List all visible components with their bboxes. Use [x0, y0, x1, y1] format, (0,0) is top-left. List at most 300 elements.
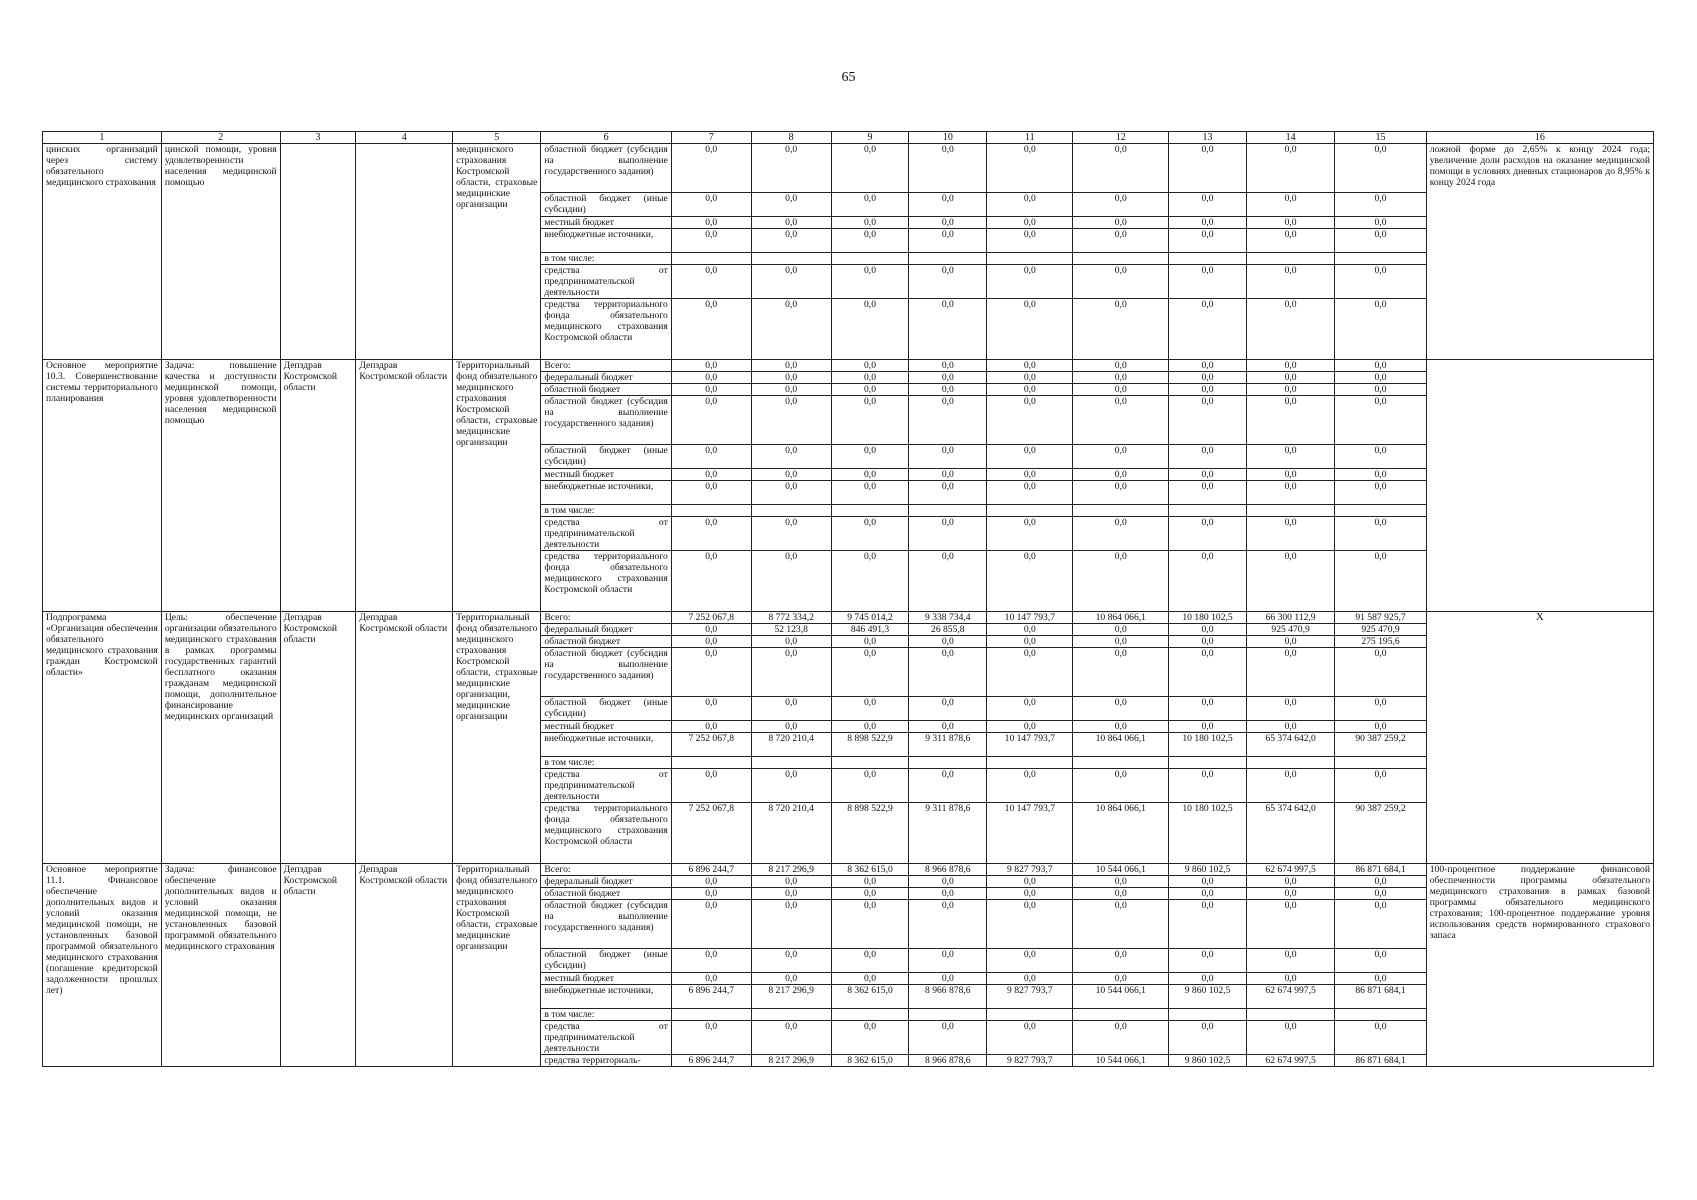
value-cell: 0,0	[1169, 900, 1247, 949]
value-cell: 0,0	[751, 384, 831, 396]
value-cell: 0,0	[1073, 888, 1169, 900]
value-cell: 0,0	[1169, 769, 1247, 803]
value-cell: 10 544 066,1	[1073, 1055, 1169, 1067]
value-cell: 0,0	[1335, 229, 1426, 253]
value-cell: 0,0	[671, 372, 751, 384]
value-cell: 10 180 102,5	[1169, 612, 1247, 624]
value-cell: 0,0	[671, 876, 751, 888]
value-cell: 0,0	[1073, 229, 1169, 253]
value-cell: 66 300 112,9	[1246, 612, 1334, 624]
value-cell: 8 966 878,6	[909, 864, 987, 876]
value-cell	[1073, 505, 1169, 517]
value-cell: 0,0	[1246, 396, 1334, 445]
value-cell: 0,0	[909, 721, 987, 733]
column-number: 8	[751, 132, 831, 144]
value-cell: 0,0	[1246, 949, 1334, 973]
value-cell: 8 898 522,9	[831, 733, 909, 757]
value-cell: 0,0	[987, 517, 1073, 551]
table-row	[43, 612, 1654, 624]
value-cell: 0,0	[751, 949, 831, 973]
value-cell: 8 966 878,6	[909, 1055, 987, 1067]
value-cell: 0,0	[987, 949, 1073, 973]
value-cell: 0,0	[1335, 360, 1426, 372]
value-cell	[671, 505, 751, 517]
value-cell: 0,0	[831, 1021, 909, 1055]
value-cell: 0,0	[987, 1021, 1073, 1055]
value-cell: 0,0	[987, 973, 1073, 985]
value-cell: 0,0	[987, 900, 1073, 949]
value-cell: 7 252 067,8	[671, 733, 751, 757]
value-cell: 0,0	[1246, 299, 1334, 360]
value-cell: 65 374 642,0	[1246, 733, 1334, 757]
value-cell: 86 871 684,1	[1335, 985, 1426, 1009]
value-cell	[909, 253, 987, 265]
value-cell	[671, 253, 751, 265]
value-cell: 0,0	[671, 648, 751, 697]
value-cell: 0,0	[831, 372, 909, 384]
value-cell: 0,0	[1169, 193, 1247, 217]
value-cell: 0,0	[909, 144, 987, 193]
value-cell: 0,0	[751, 144, 831, 193]
value-cell: 86 871 684,1	[1335, 1055, 1426, 1067]
value-cell: 846 491,3	[831, 624, 909, 636]
value-cell: 0,0	[1073, 721, 1169, 733]
value-cell: 0,0	[909, 551, 987, 612]
cell-c3	[280, 144, 356, 360]
cell-c2: Задача: повышение качества и доступности медицинской помощи, уровня удовлетворенности населения медицинской помощью	[161, 360, 280, 612]
value-cell	[1335, 757, 1426, 769]
value-cell: 0,0	[831, 360, 909, 372]
value-cell: 0,0	[751, 721, 831, 733]
value-cell: 10 544 066,1	[1073, 864, 1169, 876]
value-cell: 0,0	[1335, 396, 1426, 445]
value-cell: 0,0	[751, 551, 831, 612]
value-cell: 0,0	[1169, 876, 1247, 888]
value-cell: 0,0	[987, 144, 1073, 193]
value-cell: 0,0	[671, 384, 751, 396]
value-cell	[987, 1009, 1073, 1021]
value-cell: 0,0	[671, 469, 751, 481]
value-cell: 0,0	[1335, 1021, 1426, 1055]
value-cell: 0,0	[831, 636, 909, 648]
value-cell: 0,0	[1246, 372, 1334, 384]
source-label: областной бюджет	[541, 636, 671, 648]
value-cell: 0,0	[671, 229, 751, 253]
cell-c4	[356, 144, 453, 360]
source-label: в том числе:	[541, 253, 671, 265]
source-label: в том числе:	[541, 757, 671, 769]
value-cell: 7 252 067,8	[671, 612, 751, 624]
value-cell: 0,0	[831, 551, 909, 612]
value-cell: 0,0	[987, 396, 1073, 445]
value-cell: 0,0	[1073, 396, 1169, 445]
value-cell: 0,0	[987, 648, 1073, 697]
value-cell: 0,0	[831, 697, 909, 721]
value-cell: 0,0	[1073, 517, 1169, 551]
value-cell: 0,0	[751, 769, 831, 803]
value-cell: 0,0	[1073, 876, 1169, 888]
value-cell	[831, 757, 909, 769]
value-cell: 0,0	[671, 217, 751, 229]
value-cell: 0,0	[1073, 372, 1169, 384]
value-cell: 0,0	[909, 900, 987, 949]
source-label: средства от предпринимательской деятельности	[541, 1021, 671, 1055]
column-number: 6	[541, 132, 671, 144]
value-cell: 0,0	[1073, 1021, 1169, 1055]
value-cell: 0,0	[1335, 299, 1426, 360]
value-cell: 0,0	[1169, 372, 1247, 384]
value-cell: 0,0	[1169, 360, 1247, 372]
value-cell: 0,0	[831, 396, 909, 445]
value-cell: 0,0	[831, 445, 909, 469]
value-cell	[1246, 1009, 1334, 1021]
value-cell: 0,0	[1169, 551, 1247, 612]
value-cell: 0,0	[909, 396, 987, 445]
value-cell: 0,0	[1335, 481, 1426, 505]
value-cell: 0,0	[909, 648, 987, 697]
source-label: федеральный бюджет	[541, 624, 671, 636]
value-cell: 0,0	[1073, 973, 1169, 985]
value-cell: 62 674 997,5	[1246, 985, 1334, 1009]
value-cell: 0,0	[909, 876, 987, 888]
cell-c4: Депздрав Костромской области	[356, 612, 453, 864]
value-cell: 0,0	[987, 769, 1073, 803]
column-number: 13	[1169, 132, 1247, 144]
cell-c2: цинской помощи, уровня удовлетворенности населения медицинской помощью	[161, 144, 280, 360]
value-cell: 0,0	[1169, 384, 1247, 396]
value-cell: 0,0	[1246, 876, 1334, 888]
value-cell: 8 217 296,9	[751, 864, 831, 876]
value-cell: 52 123,8	[751, 624, 831, 636]
cell-c1: Подпрограмма «Организация обеспечения обязательного медицинского страхования граждан Костромской области»	[43, 612, 162, 864]
value-cell: 0,0	[987, 888, 1073, 900]
value-cell	[1246, 757, 1334, 769]
value-cell: 9 860 102,5	[1169, 1055, 1247, 1067]
value-cell: 0,0	[671, 396, 751, 445]
source-label: местный бюджет	[541, 973, 671, 985]
value-cell: 0,0	[671, 769, 751, 803]
value-cell: 10 147 793,7	[987, 803, 1073, 864]
column-number: 16	[1426, 132, 1653, 144]
value-cell: 0,0	[1169, 481, 1247, 505]
source-label: средства территориального фонда обязательного медицинского страхования Костромской области	[541, 299, 671, 360]
value-cell: 0,0	[1246, 973, 1334, 985]
value-cell: 9 860 102,5	[1169, 985, 1247, 1009]
value-cell: 0,0	[671, 1021, 751, 1055]
value-cell: 0,0	[1073, 648, 1169, 697]
column-number: 2	[161, 132, 280, 144]
budget-table	[42, 131, 1654, 1067]
value-cell: 0,0	[1073, 299, 1169, 360]
value-cell: 0,0	[831, 217, 909, 229]
value-cell: 0,0	[751, 697, 831, 721]
value-cell	[831, 505, 909, 517]
value-cell: 0,0	[671, 481, 751, 505]
value-cell: 9 745 014,2	[831, 612, 909, 624]
source-label: областной бюджет (иные субсидии)	[541, 949, 671, 973]
column-number: 12	[1073, 132, 1169, 144]
value-cell: 90 387 259,2	[1335, 803, 1426, 864]
source-label: областной бюджет (субсидия на выполнение государственного задания)	[541, 648, 671, 697]
page-number: 65	[841, 70, 856, 85]
value-cell: 0,0	[1246, 229, 1334, 253]
value-cell: 0,0	[1169, 973, 1247, 985]
value-cell	[751, 505, 831, 517]
value-cell: 0,0	[909, 888, 987, 900]
value-cell: 0,0	[987, 551, 1073, 612]
value-cell: 0,0	[1335, 888, 1426, 900]
cell-c2: Цель: обеспечение организации обязательного медицинского страхования в рамках программы государственных гарантий бесплатного оказания гражданам медицинской помощи, дополнительное финансирование медицинских организаций	[161, 612, 280, 864]
source-label: в том числе:	[541, 505, 671, 517]
value-cell: 8 898 522,9	[831, 803, 909, 864]
value-cell: 0,0	[1335, 949, 1426, 973]
value-cell: 0,0	[909, 469, 987, 481]
source-label: средства территориального фонда обязательного медицинского страхования Костромской области	[541, 803, 671, 864]
value-cell: 10 864 066,1	[1073, 803, 1169, 864]
value-cell: 0,0	[1246, 636, 1334, 648]
value-cell: 0,0	[1073, 193, 1169, 217]
source-label: средства от предпринимательской деятельности	[541, 517, 671, 551]
value-cell: 0,0	[1246, 469, 1334, 481]
value-cell: 26 855,8	[909, 624, 987, 636]
value-cell: 0,0	[1335, 384, 1426, 396]
value-cell	[909, 505, 987, 517]
value-cell	[909, 1009, 987, 1021]
value-cell: 90 387 259,2	[1335, 733, 1426, 757]
value-cell: 9 827 793,7	[987, 985, 1073, 1009]
value-cell	[909, 757, 987, 769]
source-label: Всего:	[541, 864, 671, 876]
value-cell: 0,0	[1335, 265, 1426, 299]
value-cell: 0,0	[831, 900, 909, 949]
source-label: федеральный бюджет	[541, 876, 671, 888]
value-cell: 0,0	[1073, 469, 1169, 481]
value-cell: 0,0	[1169, 265, 1247, 299]
value-cell: 0,0	[1169, 624, 1247, 636]
value-cell: 10 544 066,1	[1073, 985, 1169, 1009]
cell-c16: 100-процентное поддержание финансовой обеспеченности программы обязательного медицинского страхования в рамках базовой программы обязательного медицинского страхования; 100-процентное поддержание уровня использования средств нормированного страхового запаса	[1426, 864, 1653, 1067]
value-cell	[671, 1009, 751, 1021]
value-cell: 6 896 244,7	[671, 985, 751, 1009]
column-number: 4	[356, 132, 453, 144]
value-cell: 0,0	[909, 973, 987, 985]
value-cell	[1073, 253, 1169, 265]
value-cell: 9 827 793,7	[987, 1055, 1073, 1067]
value-cell: 0,0	[1335, 144, 1426, 193]
source-label: средства территориального фонда обязательного медицинского страхования Костромской области	[541, 551, 671, 612]
value-cell: 9 860 102,5	[1169, 864, 1247, 876]
column-number: 11	[987, 132, 1073, 144]
value-cell: 0,0	[1335, 372, 1426, 384]
value-cell: 0,0	[671, 697, 751, 721]
column-number-row	[43, 132, 1654, 144]
value-cell: 0,0	[1246, 481, 1334, 505]
value-cell: 925 470,9	[1246, 624, 1334, 636]
value-cell: 0,0	[987, 360, 1073, 372]
value-cell	[831, 1009, 909, 1021]
table-row	[43, 864, 1654, 876]
value-cell: 0,0	[751, 517, 831, 551]
source-label: средства от предпринимательской деятельности	[541, 769, 671, 803]
value-cell: 9 311 878,6	[909, 733, 987, 757]
value-cell	[1335, 253, 1426, 265]
cell-c1: Основное мероприятие 10.3. Совершенствование системы территориального планирования	[43, 360, 162, 612]
value-cell: 8 362 615,0	[831, 985, 909, 1009]
value-cell: 0,0	[1073, 636, 1169, 648]
source-label: областной бюджет (субсидия на выполнение государственного задания)	[541, 900, 671, 949]
source-label: Всего:	[541, 612, 671, 624]
value-cell: 0,0	[909, 769, 987, 803]
value-cell	[671, 757, 751, 769]
value-cell: 0,0	[1169, 217, 1247, 229]
value-cell	[1073, 757, 1169, 769]
value-cell: 0,0	[1169, 697, 1247, 721]
value-cell: 0,0	[751, 265, 831, 299]
value-cell: 0,0	[831, 144, 909, 193]
source-label: областной бюджет (субсидия на выполнение государственного задания)	[541, 144, 671, 193]
value-cell: 6 896 244,7	[671, 864, 751, 876]
value-cell: 0,0	[1169, 229, 1247, 253]
value-cell: 0,0	[671, 973, 751, 985]
value-cell: 0,0	[831, 299, 909, 360]
value-cell: 9 338 734,4	[909, 612, 987, 624]
value-cell: 0,0	[1246, 360, 1334, 372]
value-cell: 0,0	[1073, 769, 1169, 803]
value-cell: 0,0	[909, 636, 987, 648]
value-cell: 0,0	[1073, 900, 1169, 949]
value-cell: 0,0	[1335, 445, 1426, 469]
value-cell: 0,0	[751, 973, 831, 985]
value-cell: 0,0	[671, 445, 751, 469]
column-number: 15	[1335, 132, 1426, 144]
value-cell: 0,0	[751, 229, 831, 253]
value-cell: 10 864 066,1	[1073, 733, 1169, 757]
value-cell: 0,0	[751, 217, 831, 229]
cell-c5: Территориальный фонд обязательного медицинского страхования Костромской области, страховые медицинские организации, медицинские организации	[453, 612, 541, 864]
source-label: Всего:	[541, 360, 671, 372]
value-cell: 0,0	[751, 360, 831, 372]
value-cell: 0,0	[909, 445, 987, 469]
cell-c16: ложной форме до 2,65% к концу 2024 года; увеличение доли расходов на оказание медицинской помощи в условиях дневных стационаров до 8,95% к концу 2024 года	[1426, 144, 1653, 360]
value-cell: 0,0	[1169, 721, 1247, 733]
value-cell: 0,0	[909, 949, 987, 973]
value-cell: 8 966 878,6	[909, 985, 987, 1009]
value-cell: 0,0	[1335, 517, 1426, 551]
value-cell: 0,0	[831, 469, 909, 481]
cell-c16: Х	[1426, 612, 1653, 864]
value-cell: 0,0	[1073, 551, 1169, 612]
value-cell: 0,0	[671, 551, 751, 612]
value-cell: 0,0	[987, 372, 1073, 384]
value-cell: 0,0	[831, 193, 909, 217]
value-cell: 0,0	[909, 384, 987, 396]
cell-c5: Территориальный фонд обязательного медицинского страхования Костромской области, страховые медицинские организации	[453, 360, 541, 612]
value-cell: 0,0	[909, 481, 987, 505]
value-cell: 0,0	[1335, 769, 1426, 803]
value-cell: 0,0	[1169, 648, 1247, 697]
value-cell: 0,0	[987, 299, 1073, 360]
value-cell: 0,0	[1335, 900, 1426, 949]
value-cell: 925 470,9	[1335, 624, 1426, 636]
value-cell: 0,0	[909, 193, 987, 217]
value-cell: 0,0	[1169, 396, 1247, 445]
value-cell: 0,0	[909, 265, 987, 299]
value-cell: 0,0	[671, 265, 751, 299]
value-cell: 0,0	[1335, 469, 1426, 481]
value-cell: 10 147 793,7	[987, 733, 1073, 757]
value-cell: 0,0	[1246, 217, 1334, 229]
value-cell: 0,0	[1246, 517, 1334, 551]
value-cell: 0,0	[1246, 648, 1334, 697]
value-cell: 0,0	[987, 469, 1073, 481]
value-cell	[751, 253, 831, 265]
cell-c1: Основное мероприятие 11.1. Финансовое обеспечение дополнительных видов и условий оказания медицинской помощи, не установленных базовой программой обязательного медицинского страхования (погашение кредиторской задолженности прошлых лет)	[43, 864, 162, 1067]
cell-c16	[1426, 360, 1653, 612]
value-cell: 0,0	[751, 481, 831, 505]
value-cell	[1169, 253, 1247, 265]
value-cell: 0,0	[1335, 697, 1426, 721]
value-cell: 0,0	[909, 1021, 987, 1055]
value-cell: 0,0	[1073, 144, 1169, 193]
value-cell: 0,0	[831, 949, 909, 973]
value-cell: 0,0	[1246, 721, 1334, 733]
value-cell: 0,0	[831, 973, 909, 985]
value-cell: 10 864 066,1	[1073, 612, 1169, 624]
value-cell: 86 871 684,1	[1335, 864, 1426, 876]
value-cell	[1246, 253, 1334, 265]
cell-c2: Задача: финансовое обеспечение дополнительных видов и условий оказания медицинской помощи, не установленных базовой программой обязательного медицинского страхования	[161, 864, 280, 1067]
cell-c4: Депздрав Костромской области	[356, 360, 453, 612]
value-cell: 0,0	[1246, 445, 1334, 469]
value-cell: 0,0	[1335, 973, 1426, 985]
value-cell: 0,0	[671, 360, 751, 372]
value-cell: 0,0	[751, 648, 831, 697]
source-label: областной бюджет	[541, 888, 671, 900]
value-cell: 0,0	[751, 888, 831, 900]
value-cell: 0,0	[831, 876, 909, 888]
value-cell: 0,0	[1169, 949, 1247, 973]
value-cell: 8 217 296,9	[751, 1055, 831, 1067]
value-cell: 0,0	[1169, 299, 1247, 360]
value-cell: 10 147 793,7	[987, 612, 1073, 624]
value-cell: 8 772 334,2	[751, 612, 831, 624]
value-cell: 0,0	[831, 888, 909, 900]
source-label: средства территориаль-	[541, 1055, 671, 1067]
value-cell: 0,0	[751, 372, 831, 384]
value-cell: 0,0	[1073, 445, 1169, 469]
value-cell: 0,0	[831, 721, 909, 733]
value-cell: 7 252 067,8	[671, 803, 751, 864]
column-number: 5	[453, 132, 541, 144]
value-cell: 0,0	[1246, 265, 1334, 299]
value-cell: 0,0	[909, 217, 987, 229]
table-row	[43, 360, 1654, 372]
cell-c3: Депздрав Костромской области	[280, 360, 356, 612]
value-cell: 91 587 925,7	[1335, 612, 1426, 624]
value-cell: 0,0	[909, 299, 987, 360]
value-cell: 0,0	[1073, 624, 1169, 636]
value-cell: 0,0	[1335, 721, 1426, 733]
value-cell	[751, 1009, 831, 1021]
value-cell: 0,0	[987, 193, 1073, 217]
value-cell: 0,0	[987, 265, 1073, 299]
value-cell: 0,0	[1169, 517, 1247, 551]
value-cell: 0,0	[987, 481, 1073, 505]
value-cell: 0,0	[831, 481, 909, 505]
value-cell: 62 674 997,5	[1246, 864, 1334, 876]
value-cell	[1246, 505, 1334, 517]
value-cell: 0,0	[987, 636, 1073, 648]
